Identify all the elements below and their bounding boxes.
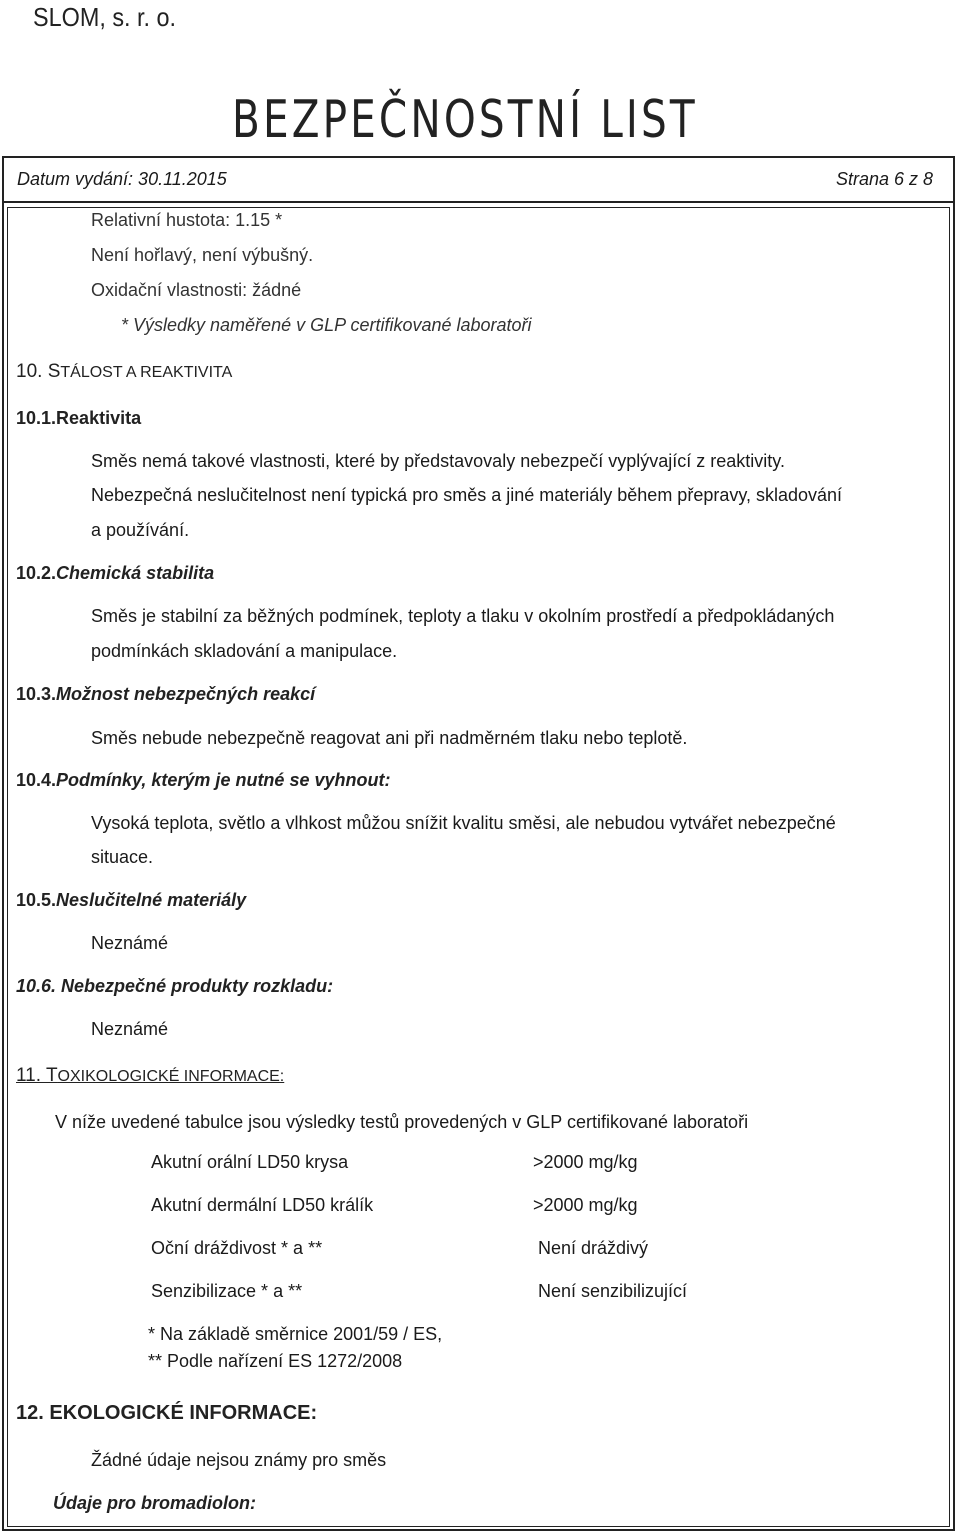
section-10-3-title: Možnost nebezpečných reakcí bbox=[56, 684, 316, 704]
section-10-2-num: 10.2. bbox=[16, 563, 57, 583]
section-10-2-title: Chemická stabilita bbox=[56, 563, 215, 583]
reactivity-text-2b: a používání. bbox=[91, 520, 190, 540]
section-10-3-num: 10.3. bbox=[16, 684, 57, 704]
issue-date: Datum vydání: 30.11.2015 bbox=[17, 169, 227, 189]
avoid-text-a: Vysoká teplota, světlo a vlhkost můžou snížit kvalitu směsi, ale nebudou vytvářet nebezpečné bbox=[91, 813, 836, 833]
incompatible-text: Neznámé bbox=[91, 933, 169, 953]
tox-result-3: Není dráždivý bbox=[538, 1238, 649, 1258]
section-10-1-heading bbox=[16, 408, 141, 429]
section-10-heading bbox=[16, 361, 232, 383]
decomposition-text: Neznámé bbox=[91, 1019, 169, 1039]
section-10-title: TÁLOST A REAKTIVITA bbox=[60, 364, 233, 381]
reactivity-text-2a: Nebezpečná neslučitelnost není typická pro směs a jiné materiály během přepravy, skladování bbox=[91, 485, 843, 505]
footnote-1: * Na základě směrnice 2001/59 / ES, bbox=[148, 1324, 443, 1344]
footnote-2: ** Podle nařízení ES 1272/2008 bbox=[148, 1351, 403, 1371]
ecology-text: Žádné údaje nejsou známy pro směs bbox=[91, 1450, 387, 1470]
company-name: SLOM, s. r. o. bbox=[33, 2, 177, 32]
section-10-4-num: 10.4. bbox=[16, 770, 57, 790]
reactivity-text-1: Směs nemá takové vlastnosti, které by představovaly nebezpečí vyplývající z reaktivity. bbox=[91, 451, 785, 471]
section-10-1-title: Reaktivita bbox=[56, 408, 142, 428]
section-10-2-heading bbox=[16, 563, 214, 584]
section-10-4-title: Podmínky, kterým je nutné se vyhnout: bbox=[56, 770, 391, 790]
section-10-4-heading bbox=[16, 770, 390, 791]
section-10-1-num: 10.1. bbox=[16, 408, 57, 428]
section-11-heading bbox=[16, 1065, 284, 1087]
section-11-num: 11. T bbox=[16, 1065, 58, 1086]
tox-result-1: >2000 mg/kg bbox=[533, 1152, 638, 1172]
flammability: Není hořlavý, není výbušný. bbox=[91, 245, 314, 265]
toxicology-intro: V níže uvedené tabulce jsou výsledky testů provedených v GLP certifikované laboratoři bbox=[55, 1112, 749, 1132]
section-11-title: OXIKOLOGICKÉ INFORMACE: bbox=[57, 1068, 285, 1085]
section-10-5-heading bbox=[16, 890, 246, 911]
reactions-text: Směs nebude nebezpečně reagovat ani při nadměrném tlaku nebo teplotě. bbox=[91, 728, 688, 748]
document-title-text: BEZPEČNOSTNÍ LIST bbox=[232, 90, 698, 150]
tox-test-1: Akutní orální LD50 krysa bbox=[151, 1152, 349, 1172]
tox-result-4: Není senzibilizující bbox=[538, 1281, 688, 1301]
stability-text-b: podmínkách skladování a manipulace. bbox=[91, 641, 398, 661]
section-12-heading: 12. EKOLOGICKÉ INFORMACE: bbox=[16, 1402, 318, 1424]
avoid-text-b: situace. bbox=[91, 847, 154, 867]
tox-result-2: >2000 mg/kg bbox=[533, 1195, 638, 1215]
section-10-num: 10. S bbox=[16, 361, 61, 382]
section-10-3-heading bbox=[16, 684, 315, 705]
density: Relativní hustota: 1.15 * bbox=[91, 210, 283, 230]
tox-test-4: Senzibilizace * a ** bbox=[151, 1281, 303, 1301]
section-10-5-num: 10.5. bbox=[16, 890, 57, 910]
oxidizing-properties: Oxidační vlastnosti: žádné bbox=[91, 280, 302, 300]
page-number: Strana 6 z 8 bbox=[836, 169, 934, 189]
section-10-6-heading: 10.6. Nebezpečné produkty rozkladu: bbox=[16, 976, 334, 996]
lab-note: * Výsledky naměřené v GLP certifikované laboratoři bbox=[121, 315, 532, 335]
bromadiolon-heading: Údaje pro bromadiolon: bbox=[53, 1493, 257, 1513]
tox-test-3: Oční dráždivost * a ** bbox=[151, 1238, 323, 1258]
section-10-5-title: Neslučitelné materiály bbox=[56, 890, 247, 910]
stability-text-a: Směs je stabilní za běžných podmínek, teploty a tlaku v okolním prostředí a předpokládaných bbox=[91, 606, 835, 626]
tox-test-2: Akutní dermální LD50 králík bbox=[151, 1195, 374, 1215]
document-title bbox=[232, 90, 829, 150]
